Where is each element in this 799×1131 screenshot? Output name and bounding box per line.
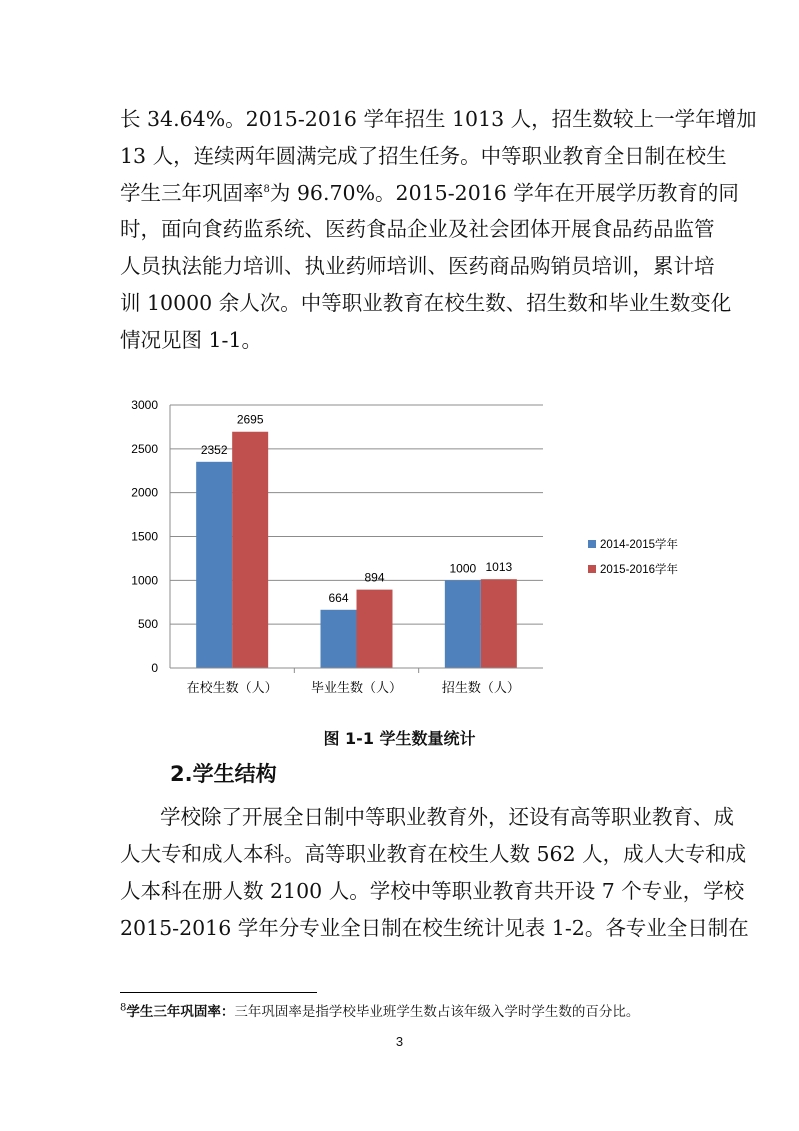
data-label: 2352 <box>200 442 228 457</box>
text-line: 人本科在册人数 2100 人。学校中等职业教育共开设 7 个专业，学校 <box>120 879 745 903</box>
footnote-mark: 8 <box>120 1002 127 1014</box>
bar <box>321 610 357 668</box>
legend-swatch <box>588 565 596 573</box>
x-tick-label: 招生数（人） <box>441 680 520 695</box>
y-tick-label: 0 <box>151 661 158 675</box>
footnote-separator <box>120 992 317 993</box>
text-line: 13 人，连续两年圆满完成了招生任务。中等职业教育全日制在校生 <box>120 144 727 168</box>
student-count-bar-chart <box>120 392 720 712</box>
text-line: 2015-2016 学年分专业全日制在校生统计见表 1-2。各专业全日制在 <box>120 916 749 940</box>
figure-caption: 图 1-1 学生数量统计 <box>323 729 476 748</box>
legend-swatch <box>588 540 596 548</box>
y-tick-label: 2500 <box>131 441 158 456</box>
legend-label: 2015-2016学年 <box>600 564 678 576</box>
data-label: 1013 <box>485 560 513 575</box>
footnote-marker: 8 <box>263 184 270 196</box>
bars <box>196 432 517 668</box>
text-line <box>120 176 739 206</box>
y-tick-label: 1000 <box>131 573 158 588</box>
data-label: 664 <box>328 590 349 605</box>
y-tick-label: 3000 <box>131 398 158 412</box>
bar <box>481 579 517 668</box>
bar <box>196 462 232 668</box>
text-line: 情况见图 1-1。 <box>120 328 263 352</box>
text-line: 训 10000 余人次。中等职业教育在校生数、招生数和毕业生数变化 <box>120 291 732 315</box>
footnote-term: 学生三年巩固率： <box>126 1004 235 1020</box>
text-line: 人大专和成人本科。高等职业教育在校生人数 562 人，成人大专和成 <box>120 842 747 866</box>
bar <box>232 432 268 668</box>
text-line: 长 34.64%。2015-2016 学年招生 1013 人，招生数较上一学年增加 <box>120 107 757 131</box>
legend <box>588 537 678 576</box>
x-tick-label: 毕业生数（人） <box>310 680 403 695</box>
page-number: 3 <box>395 1034 404 1049</box>
text-line-rest: 为 96.70%。2015-2016 学年在开展学历教育的同 <box>269 181 739 205</box>
text-line: 学校除了开展全日制中等职业教育外，还设有高等职业教育、成 <box>160 805 734 829</box>
footnote <box>120 1000 639 1020</box>
data-label: 1000 <box>449 561 477 576</box>
y-tick-label: 2000 <box>131 485 158 500</box>
legend-label: 2014-2015学年 <box>600 539 678 551</box>
y-tick-label: 500 <box>137 617 158 632</box>
y-tick-label: 1500 <box>131 529 158 544</box>
bar <box>357 590 393 668</box>
x-tick-label: 在校生数（人） <box>186 680 278 695</box>
text-line: 时，面向食药监系统、医药食品企业及社会团体开展食品药品监管 <box>120 217 715 241</box>
data-label: 2695 <box>236 412 264 427</box>
data-label: 894 <box>364 570 385 585</box>
term-text: 学生三年巩固率 <box>120 181 264 205</box>
text-line: 人员执法能力培训、执业药师培训、医药商品购销员培训，累计培 <box>120 254 715 278</box>
section-heading: 2.学生结构 <box>170 762 277 786</box>
footnote-text: 三年巩固率是指学校毕业班学生数占该年级入学时学生数的百分比。 <box>234 1004 640 1020</box>
bar <box>445 580 481 668</box>
